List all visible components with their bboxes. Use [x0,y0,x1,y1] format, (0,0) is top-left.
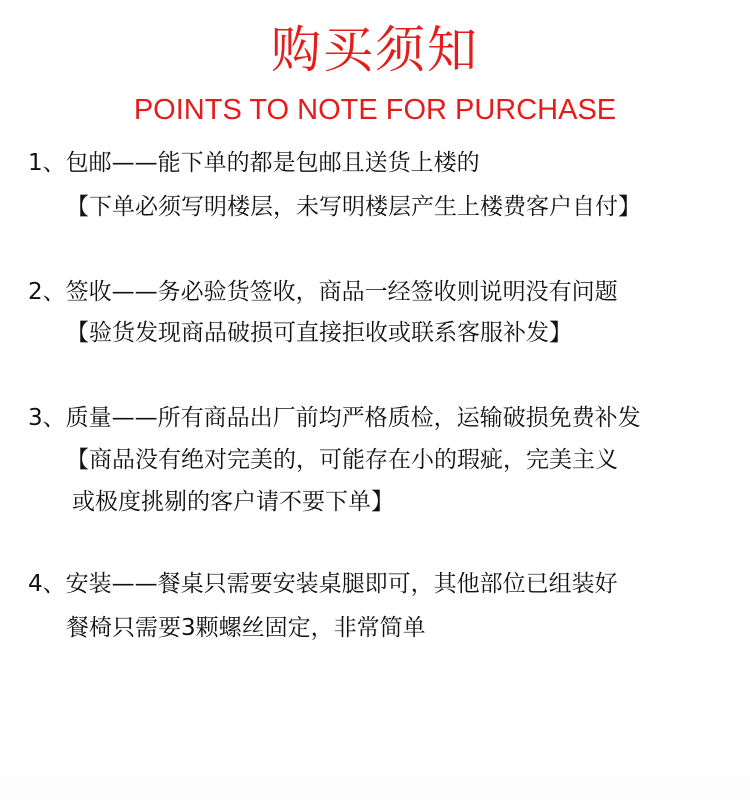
item-2-heading: 2、签收——务必验货签收，商品一经签收则说明没有问题 [28,279,618,305]
item-4-note: 餐椅只需要3颗螺丝固定，非常简单 [66,615,426,641]
item-3-heading: 3、质量——所有商品出厂前均严格质检，运输破损免费补发 [28,405,641,431]
item-1-heading: 1、包邮——能下单的都是包邮且送货上楼的 [28,150,480,176]
page-title: 购买须知 [271,21,479,79]
item-1-note: 【下单必须写明楼层，未写明楼层产生上楼费客户自付】 [66,194,641,220]
item-2-note: 【验货发现商品破损可直接拒收或联系客服补发】 [66,320,572,346]
item-3-note: 【商品没有绝对完美的，可能存在小的瑕疵，完美主义 [66,447,618,473]
item-3-note-continued: 或极度挑剔的客户请不要下单】 [72,489,394,515]
page-subtitle: POINTS TO NOTE FOR PURCHASE [133,94,617,126]
bottom-blank-area [0,680,750,800]
item-4-heading: 4、安装——餐桌只需要安装桌腿即可，其他部位已组装好 [28,571,618,597]
